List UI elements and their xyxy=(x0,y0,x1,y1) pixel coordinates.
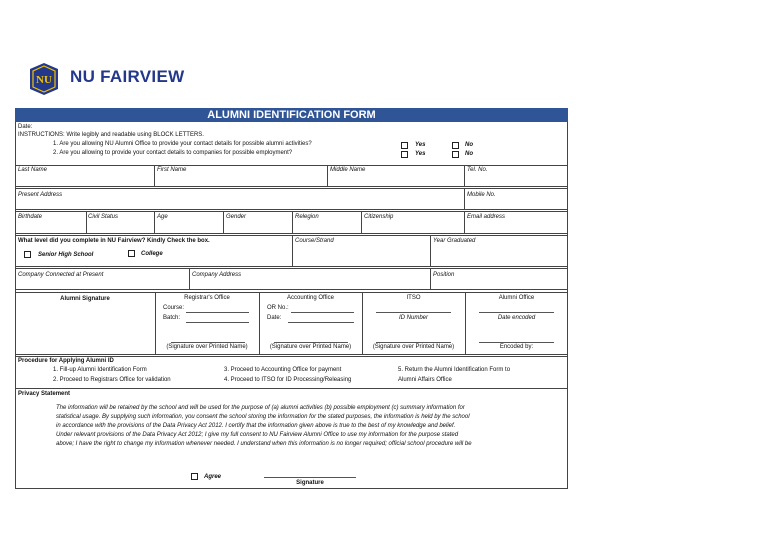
instructions: INSTRUCTIONS: Write legibly and readable using BLOCK LETTERS. xyxy=(18,132,204,138)
agree-label: Agree xyxy=(204,474,222,480)
itso-signature-line[interactable] xyxy=(376,342,451,343)
id-number-label: ID Number xyxy=(398,315,428,321)
row-divider xyxy=(15,165,568,166)
row-divider xyxy=(15,233,568,234)
procedure-step-1: 1. Fill-up Alumni Identification Form xyxy=(53,367,147,373)
col-divider xyxy=(361,211,362,233)
procedure-title: Procedure for Applying Alumni ID xyxy=(18,358,114,364)
age-label: Age xyxy=(157,214,168,220)
row-divider xyxy=(15,188,568,189)
col-divider xyxy=(154,165,155,186)
row-divider xyxy=(15,292,568,293)
col-divider xyxy=(464,188,465,209)
q2-yes-label: Yes xyxy=(415,151,426,157)
last-name-label: Last Name xyxy=(18,167,48,173)
college-label: College xyxy=(141,251,163,257)
procedure-step-5: 5. Return the Alumni Identification Form to xyxy=(398,367,511,373)
senior-high-label: Senior High School xyxy=(38,252,94,258)
privacy-signature-label: Signature xyxy=(296,480,324,486)
middle-name-label: Middle Name xyxy=(330,167,366,173)
alumni-office-label: Alumni Office xyxy=(498,295,535,301)
accounting-signature-caption: (Signature over Printed Name) xyxy=(269,344,352,350)
q1-yes-checkbox[interactable] xyxy=(401,142,408,149)
registrar-office-label: Registrar's Office xyxy=(184,295,230,301)
row-divider xyxy=(15,266,568,267)
senior-high-checkbox[interactable] xyxy=(24,251,31,258)
encoded-by-label: Encoded by: xyxy=(499,344,534,350)
form-title: ALUMNI IDENTIFICATION FORM xyxy=(15,108,568,122)
itso-signature-caption: (Signature over Printed Name) xyxy=(372,344,455,350)
encoded-by-line[interactable] xyxy=(479,342,554,343)
q2-yes-checkbox[interactable] xyxy=(401,151,408,158)
date-encoded-line[interactable] xyxy=(479,312,554,313)
gender-label: Gender xyxy=(226,214,247,220)
alumni-signature-label: Alumni Signature xyxy=(60,296,110,302)
privacy-line-3: in accordance with the provisions of the Data Privacy Act 2012. I certify that the information given above is true to the best of my knowledge and belief. xyxy=(56,423,456,429)
brand-name: NU FAIRVIEW xyxy=(70,67,185,86)
privacy-line-4: Under relevant provisions of the Data Privacy Act 2012; I give my full consent to NU Fairview Alumni Office to use my information for the purpose stated xyxy=(56,432,459,438)
first-name-label: First Name xyxy=(157,167,187,173)
itso-label: ITSO xyxy=(406,295,421,301)
course-strand-label: Course/Strand xyxy=(295,238,334,244)
religion-label: Relegion xyxy=(295,214,319,220)
col-divider xyxy=(86,211,87,233)
year-graduated-label: Year Graduated xyxy=(433,238,476,244)
date-encoded-label: Date encoded xyxy=(497,315,536,321)
batch-label: Batch: xyxy=(163,315,181,321)
email-label: Email address xyxy=(467,214,506,220)
privacy-line-1: The information will be retained by the school and will be used for the purpose of (a) alumni activities (b) possible employment (c) summary information for xyxy=(56,405,465,411)
privacy-line-5: above; I have the right to change my information whenever needed. I understand when this information is no longer required; official school procedure will be xyxy=(56,441,472,447)
registrar-signature-line[interactable] xyxy=(171,342,245,343)
registrar-signature-caption: (Signature over Printed Name) xyxy=(166,344,248,350)
tel-no-label: Tel. No. xyxy=(467,167,488,173)
col-divider xyxy=(154,211,155,233)
col-divider xyxy=(223,211,224,233)
row-divider xyxy=(15,356,568,357)
col-divider xyxy=(189,268,190,289)
level-question: What level did you complete in NU Fairview? Kindly Check the box. xyxy=(18,238,210,244)
payment-date-label: Date: xyxy=(267,315,282,321)
batch-line[interactable] xyxy=(186,322,249,323)
or-no-line[interactable] xyxy=(291,312,354,313)
row-divider xyxy=(15,388,568,389)
position-label: Position xyxy=(433,272,455,278)
col-divider xyxy=(430,268,431,289)
agree-checkbox[interactable] xyxy=(191,473,198,480)
citizenship-label: Citizenship xyxy=(364,214,394,220)
q1-no-checkbox[interactable] xyxy=(452,142,459,149)
question-2: 2. Are you allowing to provide your contact details to companies for possible employment? xyxy=(53,150,293,156)
row-divider xyxy=(15,289,568,290)
q2-no-checkbox[interactable] xyxy=(452,151,459,158)
procedure-step-4: 4. Proceed to ITSO for ID Processing/Releasing xyxy=(224,377,352,383)
accounting-office-label: Accounting Office xyxy=(287,295,334,301)
accounting-signature-line[interactable] xyxy=(274,342,348,343)
col-divider xyxy=(464,211,465,233)
civil-status-label: Civil Status xyxy=(88,214,119,220)
col-divider xyxy=(292,235,293,266)
row-divider xyxy=(15,354,568,355)
q1-yes-label: Yes xyxy=(415,142,426,148)
col-divider xyxy=(327,165,328,186)
company-address-label: Company Address xyxy=(192,272,242,278)
q2-no-label: No xyxy=(465,151,473,157)
procedure-step-5-cont: Alumni Affairs Office xyxy=(398,377,452,383)
privacy-title: Privacy Statement xyxy=(18,391,71,397)
col-divider xyxy=(430,235,431,266)
question-1: 1. Are you allowing NU Alumni Office to provide your contact details for possible alumni activities? xyxy=(53,141,312,147)
mobile-no-label: Mobile No. xyxy=(467,192,496,198)
row-divider xyxy=(15,186,568,187)
procedure-step-2: 2. Proceed to Registrars Office for validation xyxy=(53,377,171,383)
procedure-step-3: 3. Proceed to Accounting Office for payment xyxy=(224,367,342,373)
course-line[interactable] xyxy=(186,312,249,313)
privacy-signature-line[interactable] xyxy=(264,477,356,478)
present-address-label: Present Address xyxy=(18,192,63,198)
row-divider xyxy=(15,268,568,269)
birthdate-label: Birthdate xyxy=(18,214,43,220)
payment-date-line[interactable] xyxy=(288,322,354,323)
date-label: Date: xyxy=(18,124,33,130)
row-divider xyxy=(15,209,568,210)
svg-text:NU: NU xyxy=(36,74,52,86)
company-label: Company Connected at Present xyxy=(18,272,104,278)
privacy-line-2: statistical usage. By supplying such information, you consent the school storing the information for the stated purposes, the information is held by the school xyxy=(56,414,470,420)
nu-seal-logo xyxy=(27,62,61,96)
q1-no-label: No xyxy=(465,142,473,148)
course-label: Course: xyxy=(163,305,185,311)
or-no-label: OR No.: xyxy=(267,305,289,311)
college-checkbox[interactable] xyxy=(128,250,135,257)
id-number-line[interactable] xyxy=(376,312,451,313)
col-divider xyxy=(292,211,293,233)
col-divider xyxy=(464,165,465,186)
